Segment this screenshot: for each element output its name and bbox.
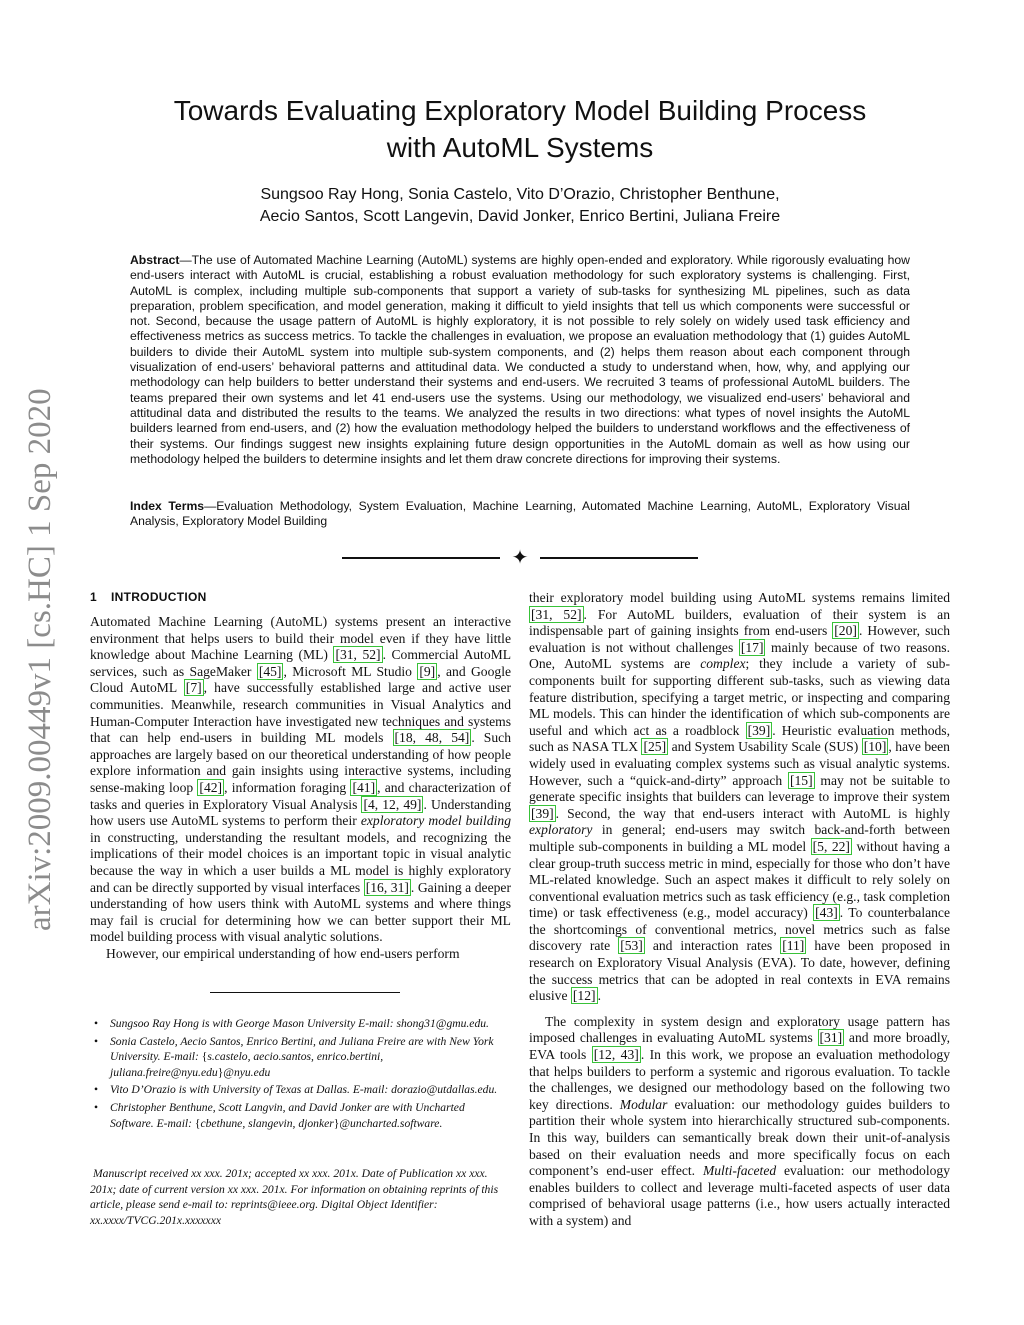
abstract — [130, 253, 910, 467]
citation-link[interactable]: [31, 52] — [335, 647, 381, 663]
author-list — [130, 184, 910, 228]
citation-link[interactable]: [4, 12, 49] — [363, 796, 422, 812]
citation-link[interactable]: [20] — [834, 623, 857, 639]
brace-glyph: } — [217, 1065, 224, 1079]
divider-star-icon: ✦ — [511, 545, 529, 569]
intro-paragraph-4: The complexity in system design and exploratory usage pattern has imposed challenges in evaluating AutoML systems [31] and more broadly, EVA tools [12, 43] . In this work, we propose an evaluation methodology that helps builders to perform a systemic and rigorous evaluation. To tackle the challenges, we designed our methodology based on the following two key directions. Modular evaluation: our methodology guides builders to partition their whole system into hierarchically structured sub-components. In this way, builders can semantically break down their unit-of-analysis based on their evaluation needs and more specifically focus on each component’s end-user effect. Multi-faceted evaluation: our methodology enables builders to collect and leverage multi-faceted aspects of user data comprised of behavioral usage patterns (i.e., how users actually interacted with a system) and — [529, 1013, 951, 1228]
citation-link[interactable]: [5, 22] — [812, 838, 850, 854]
citation-link[interactable]: [18, 48, 54] — [394, 730, 470, 746]
citation-link[interactable]: [15] — [789, 772, 813, 788]
emphasis-text: exploratory model building — [360, 813, 512, 829]
footnote-item — [90, 1034, 511, 1081]
citation-link[interactable]: [31, 52] — [531, 606, 582, 622]
citation-link[interactable]: [9] — [419, 663, 436, 679]
intro-paragraph-2: However, our empirical understanding of how end-users perform — [106, 945, 460, 961]
section-divider — [340, 545, 700, 569]
left-column — [90, 590, 511, 962]
footnote-item — [90, 1082, 511, 1098]
section-heading — [90, 590, 511, 604]
emphasis-text: exploratory — [529, 822, 593, 838]
authors-line-1: Sungsoo Ray Hong, Sonia Castelo, Vito D’Orazio, Christopher Benthune, — [260, 186, 780, 203]
citation-link[interactable]: [17] — [740, 639, 764, 655]
footnote-text: Sonia Castelo, Aecio Santos, Enrico Bertini, and Juliana Freire are with New York University. E-mail: {s.castelo, aecio.santos, enrico.bertini, juliana.freire@nyu.edu}@nyu.edu — [110, 1034, 494, 1079]
paper-title — [130, 92, 910, 166]
title-line-2: with AutoML Systems — [386, 132, 654, 163]
footnote-rule — [210, 992, 400, 993]
citation-link[interactable]: [7] — [185, 680, 202, 696]
bullet-icon: • — [94, 1083, 99, 1097]
footnote-item — [90, 1100, 511, 1131]
citation-link[interactable]: [12, 43] — [593, 1047, 639, 1063]
section-title: INTRODUCTION — [110, 590, 207, 604]
footnote-text: Sungsoo Ray Hong is with George Mason University E-mail: shong31@gmu.edu. — [110, 1017, 489, 1030]
citation-link[interactable]: [16, 31] — [365, 879, 409, 895]
right-column — [529, 590, 950, 1230]
index-terms-label: Index Terms — [130, 499, 205, 513]
intro-paragraph-1: Automated Machine Learning (AutoML) systems present an interactive environment that helps users to build their model even if they have little knowledge about Machine Learning (ML) [31, 52] . Commercial AutoML services, such as SageMaker [45] , Microsoft ML Studio [9] , and Google Cloud AutoML [7] , have successfully established large and active user communities. Meanwhile, research communities in Visual Analytics and Human-Computer Interaction have investigated new techniques and systems that can help end-users in building ML models [18, 48, 54] . Such approaches are largely based on our theoretical understanding of how people explore information and gain insights using interactive systems, including sense-making loop [42] , information foraging [41] , and characterization of tasks and queries in Exploratory Visual Analysis [4, 12, 49] . Understanding how users use AutoML systems to perform their exploratory model building in constructing, understanding the resultant models, and recognizing the implications of their model choices is an important topic in visual analytic because the way in which a user builds a ML model is highly exploratory and can be directly supported by visual interfaces [16, 31] . Gaining a deeper understanding of how users think with AutoML systems and where things may fail is crucial for determining how we can better support their ML model building process with visual analytic solutions. — [90, 614, 512, 945]
brace-glyph: } — [333, 1116, 340, 1130]
index-terms — [130, 499, 910, 530]
bullet-icon: • — [94, 1034, 99, 1048]
citation-link[interactable]: [45] — [258, 663, 282, 679]
author-footnotes — [90, 1016, 511, 1133]
bullet-icon: • — [94, 1100, 99, 1114]
citation-link[interactable]: [42] — [199, 779, 223, 795]
emphasis-text: Multi-faceted — [702, 1163, 777, 1179]
abstract-text: —The use of Automated Machine Learning (AutoML) systems are highly open-ended and exploratory. While rigorously evaluating how end-users interact with AutoML is crucial, establishing a robust evaluation methodology for such exploratory systems is challenging. First, AutoML is complex, including multiple sub-components that support a variety of sub-tasks for synthesizing ML pipelines, such as data preparation, problem specification, and model generation, making it difficult to yield insights that tell us which components were successful or not. Second, because the usage pattern of AutoML is highly exploratory, it is not possible to rely solely on widely used task efficiency and effectiveness metrics as success metrics. To tackle the challenges in evaluation, we propose an evaluation methodology that (1) guides AutoML builders to divide their AutoML system into multiple sub-system components, and (2) helps them reason about each component through visualization of end-users’ behavioral patterns and attitudinal data. We conducted a study to understand when, how, why, and applying our methodology can help builders to better understand their systems and end-users. We recruited 3 teams of professional AutoML builders. The teams prepared their own systems and let 41 end-users use the systems. Using our methodology, we visualized end-users’ behavioral and attitudinal data and distributed the results to the teams. We analyzed the results in two directions: what types of novel insights the AutoML builders learned from end-users, and (2) how the evaluation methodology helped the builders to understand workflows and the effectiveness of their systems. Our findings suggest new insights explaining future design opportunities in the AutoML domain as well as how using our methodology helped the builders to determine insights and let them draw concrete directions for improving their systems. — [130, 253, 910, 466]
divider-line-right — [540, 557, 698, 559]
authors-line-2: Aecio Santos, Scott Langevin, David Jonker, Enrico Bertini, Juliana Freire — [259, 208, 781, 225]
manuscript-note: Manuscript received xx xxx. 201x; accepted xx xxx. 201x. Date of Publication xx xxx. 201x; date of current version xx xxx. 201x. For information on obtaining reprints of this article, please send e-mail to: reprints@ieee.org. Digital Object Identifier: xx.xxxx/TVCG.201x.xxxxxxx — [90, 1167, 499, 1227]
citation-link[interactable]: [11] — [782, 938, 805, 954]
citation-link[interactable]: [39] — [531, 805, 554, 821]
arxiv-identifier: arXiv:2009.00449v1 [cs.HC] 1 Sep 2020 — [22, 388, 58, 932]
citation-link[interactable]: [12] — [572, 988, 596, 1004]
bullet-icon: • — [94, 1017, 99, 1030]
footnote-text: Christopher Benthune, Scott Langvin, and David Jonker are with Uncharted Software. E-mail: {cbethune, slangevin, djonker}@uncharted.software. — [110, 1100, 465, 1130]
footnote-item — [90, 1016, 511, 1032]
intro-paragraph-3: their exploratory model building using AutoML systems remains limited [31, 52] . For AutoML builders, evaluation of their system is an indispensable part of gaining insights from end-users [20] . However, such evaluation is not without challenges [17] mainly because of two reasons. One, AutoML systems are complex; they include a variety of sub-components built for supporting different sub-tasks, such as viewing data feature distribution, specifying a target metric, or inspecting and comparing ML models. This can hinder the identification of which sub-components are useful and which act as a roadblock [39] . Heuristic evaluation methods, such as NASA TLX [25] and System Usability Scale (SUS) [10] , have been widely used in evaluating complex systems such as visual analytic systems. However, such a “quick-and-dirty” approach [15] may not be suitable to generate specific insights that builders can leverage to improve their system [39] . Second, the way that end-users interact with AutoML is highly exploratory in general; end-users may switch back-and-forth between multiple sub-components in building a ML model [5, 22] without having a clear group-truth success metric in mind, especially for those who don’t have ML-related knowledge. Such an aspect makes it difficult to rely solely on conventional evaluation metrics such as task efficiency (e.g., task completion time) or task effectiveness (e.g., model accuracy) [43] . To counterbalance the shortcomings of conventional metrics, novel metrics such as false discovery rate [53] and interaction rates [11] have been proposed in research on Exploratory Visual Analysis (EVA). To date, however, defining the success metrics that can be adopted in real contexts in EVA remains elusive [12] . — [529, 590, 951, 1004]
section-number: 1 — [90, 590, 97, 604]
emphasis-text: complex — [700, 656, 746, 672]
divider-line-left — [342, 557, 500, 559]
citation-link[interactable]: [10] — [863, 739, 887, 755]
citation-link[interactable]: [39] — [747, 722, 771, 738]
emphasis-text: Modular — [619, 1096, 668, 1112]
brace-glyph: { — [201, 1050, 208, 1064]
citation-link[interactable]: [41] — [352, 779, 376, 795]
abstract-label: Abstract — [130, 253, 180, 267]
citation-link[interactable]: [31] — [819, 1030, 843, 1046]
citation-link[interactable]: [25] — [643, 739, 667, 755]
citation-link[interactable]: [53] — [620, 938, 643, 954]
footnote-text: Vito D’Orazio is with University of Texas at Dallas. E-mail: dorazio@utdallas.edu. — [110, 1083, 498, 1097]
title-line-1: Towards Evaluating Exploratory Model Building Process — [173, 95, 867, 126]
brace-glyph: { — [194, 1116, 201, 1130]
citation-link[interactable]: [43] — [815, 905, 838, 921]
index-terms-text: —Evaluation Methodology, System Evaluation, Machine Learning, Automated Machine Learning, AutoML, Exploratory Visual Analysis, Exploratory Model Building — [130, 499, 910, 529]
